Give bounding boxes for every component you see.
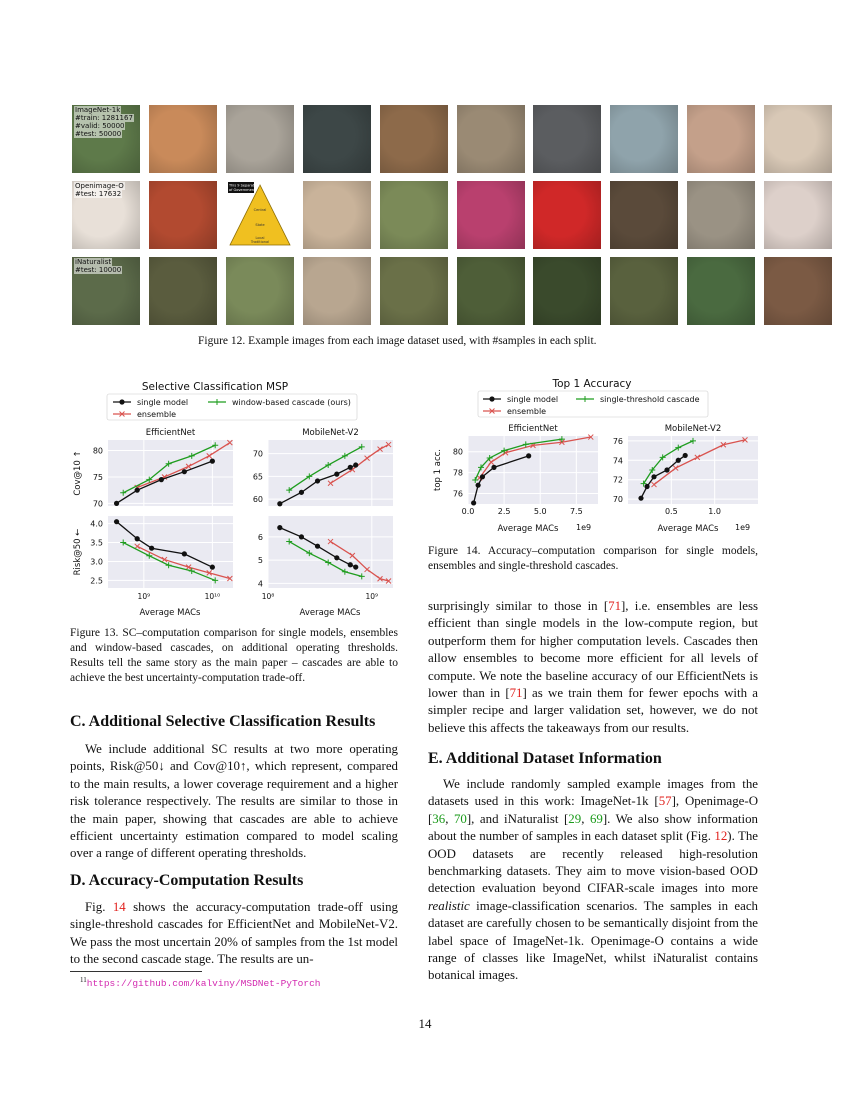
pyramid-label: Traditional	[250, 240, 269, 244]
legend-label: single model	[507, 395, 559, 404]
y-tick-label: 70	[612, 495, 623, 505]
section-d-body	[70, 899, 398, 969]
chart-title: Selective Classification MSP	[141, 381, 289, 393]
right-column-continuation	[428, 598, 758, 737]
section-d-paragraph: Fig. 14 shows the accuracy-computation trade-off using single-threshold cascades for EfficientNet and MobileNet-V2. We pass the most uncertain 20% of samples from the 1st model to the second cascade stage. The results are un-	[70, 900, 398, 967]
dataset-label	[74, 106, 134, 138]
y-tick-label: 72	[612, 475, 623, 485]
marker-dot	[149, 546, 154, 551]
marker-dot	[664, 467, 669, 472]
marker-dot	[353, 564, 358, 569]
dataset-label-line: #test: 17632	[75, 190, 122, 198]
dataset-thumbnail	[72, 181, 140, 249]
marker-dot	[135, 536, 140, 541]
figure-12-grid	[0, 0, 850, 330]
y-axis-label: Cov@10 ↑	[73, 450, 83, 496]
x-tick-label: 10¹⁰	[204, 592, 221, 601]
dataset-label	[74, 258, 122, 274]
dataset-label	[74, 182, 125, 198]
y-tick-label: 65	[252, 472, 263, 482]
pyramid-label: State	[255, 223, 265, 227]
x-tick-label: 5.0	[533, 507, 547, 516]
y-tick-label: 6	[257, 532, 263, 542]
marker-dot	[348, 465, 353, 470]
x-axis-label: Average MACs	[139, 608, 201, 618]
marker-dot	[299, 534, 304, 539]
y-tick-label: 70	[92, 499, 103, 509]
marker-dot	[471, 500, 476, 505]
dataset-label-line: Openimage-O	[75, 182, 124, 190]
panel-title: MobileNet-V2	[664, 424, 722, 434]
ref-69[interactable]: 69	[589, 811, 603, 826]
marker-dot	[277, 525, 282, 530]
y-axis-label: Risk@50 ←	[73, 528, 83, 576]
y-tick-label: 76	[612, 436, 623, 446]
figure-13-chart	[60, 374, 405, 624]
x-tick-label: 10⁹	[365, 592, 379, 601]
chart-title: Top 1 Accuracy	[552, 378, 632, 390]
marker-dot	[182, 551, 187, 556]
footnote-mark: 11	[80, 976, 87, 984]
page-number: 14	[418, 1016, 432, 1031]
sample-image	[303, 257, 371, 325]
legend-label: single model	[137, 398, 189, 407]
dataset-label-line: #valid: 50000	[75, 122, 125, 130]
sample-image	[457, 257, 525, 325]
dataset-label-line: #train: 1281167	[75, 114, 133, 122]
continuation-paragraph: surprisingly similar to those in [71], i.e. ensembles are less efficient than single models in the low-compute region, but outperform them for higher computation levels. Cascades then allow ensembles to become more efficient for all levels of compute. We note the baseline accuracy of our EfficientNets is lower than in [71] as we train them for fewer epochs with a simpler recipe and larger validation set, however, we do not believe this affects the takeaways from our results.	[428, 599, 758, 735]
pyramid-label: This 9 Separation	[228, 183, 260, 188]
y-tick-label: 80	[452, 447, 463, 457]
sample-image	[533, 105, 601, 173]
dataset-label-line: #test: 50000	[75, 130, 122, 138]
sample-image	[457, 181, 525, 249]
marker-dot	[135, 488, 140, 493]
section-e-paragraph: We include randomly sampled example images from the datasets used in this work: ImageNet-1k [57], Openimage-O [36, 70], and iNaturalist [29, 69]. We also show information about the number of samples in each dataset split (Fig. 12). The OOD datasets are recently released high-resolution benchmarking datasets. They aim to move vision-based OOD detection evaluation beyond CIFAR-scale images into more realistic image-classification scenarios. The samples in each dataset are carefully chosen to be semantically disjoint from the label space of ImageNet-1k. Openimage-O contains a wide range of classes like ImageNet, whilst iNaturalist contains botanical images.	[428, 777, 759, 983]
legend-label: ensemble	[137, 410, 177, 419]
figure-12-link[interactable]: 12	[714, 829, 728, 844]
dataset-label-line: ImageNet-1k	[75, 106, 121, 114]
y-tick-label: 80	[92, 446, 103, 456]
sample-image	[226, 105, 294, 173]
marker-dot	[334, 555, 339, 560]
marker-dot	[683, 453, 688, 458]
marker-dot	[114, 501, 119, 506]
x-exponent-label: 1e9	[735, 523, 751, 532]
x-exponent-label: 1e9	[576, 523, 592, 532]
sample-image	[687, 181, 755, 249]
y-tick-label: 75	[92, 472, 103, 482]
marker-dot	[526, 453, 531, 458]
marker-dot	[651, 474, 656, 479]
panel-title: MobileNet-V2	[302, 428, 359, 438]
section-c-body	[70, 741, 398, 863]
y-tick-label: 2.5	[90, 576, 103, 586]
marker-dot	[299, 490, 304, 495]
sample-image	[380, 257, 448, 325]
sample-image	[610, 105, 678, 173]
x-tick-label: 10⁸	[261, 592, 275, 601]
sample-image	[303, 105, 371, 173]
legend-label: ensemble	[507, 407, 547, 416]
figure-13-caption: Figure 13. SC–computation comparison for single models, ensembles and window-based cascades, on additional operating thresholds. Results tell the same story as the main paper – cascades are able to achieve the best uncertainty-computation trade-off.	[70, 627, 398, 684]
section-c-paragraph: We include additional SC results at two more operating points, Risk@50↓ and Cov@10↑, which represent, compared to the main results, a lower coverage requirement and a higher risk tolerance respectively. The results are similar to those in the main paper, showing that cascades are able to achieve efficient uncertainty estimation compared to model scaling over a range of different operating thresholds.	[70, 742, 398, 861]
y-tick-label: 76	[452, 489, 463, 499]
sample-image	[610, 257, 678, 325]
x-axis-label: Average MACs	[299, 608, 361, 618]
plot-area	[628, 436, 758, 504]
sample-image	[457, 105, 525, 173]
marker-dot	[676, 458, 681, 463]
sample-image	[149, 257, 217, 325]
ref-70[interactable]: 70	[453, 811, 467, 826]
figure-14-caption: Figure 14. Accuracy–computation comparison for single models, ensembles and single-threshold cascades.	[428, 545, 758, 572]
marker-dot	[315, 544, 320, 549]
x-tick-label: 10⁹	[137, 592, 151, 601]
sample-image	[226, 257, 294, 325]
pyramid-label: of Government	[228, 188, 256, 192]
y-axis-label: top 1 acc.	[433, 449, 443, 491]
figure-14-link[interactable]: 14	[112, 900, 126, 914]
footnote-link[interactable]: https://github.com/kalviny/MSDNet-PyTorch	[86, 978, 321, 990]
marker-dot	[210, 459, 215, 464]
ref-71[interactable]: 71	[509, 686, 523, 701]
dataset-thumbnail	[72, 257, 140, 325]
dataset-label-line: #test: 10000	[75, 266, 122, 274]
sample-image	[687, 105, 755, 173]
footnote-rule	[70, 971, 202, 972]
sample-image	[303, 181, 371, 249]
figure-14-chart	[430, 374, 770, 539]
dataset-label-line: iNaturalist	[75, 258, 112, 266]
sample-image	[149, 105, 217, 173]
y-tick-label: 4	[257, 579, 263, 589]
y-tick-label: 78	[452, 468, 463, 478]
marker-dot	[480, 474, 485, 479]
marker-dot	[353, 462, 358, 467]
x-tick-label: 1.0	[708, 507, 722, 516]
marker-dot	[159, 477, 164, 482]
legend-label: window-based cascade (ours)	[232, 398, 351, 407]
marker-dot	[489, 396, 494, 401]
sample-image	[533, 257, 601, 325]
pyramid-label: Central	[253, 208, 267, 212]
panel-title: EfficientNet	[145, 428, 196, 438]
x-tick-label: 0.5	[664, 507, 678, 516]
y-tick-label: 4.0	[90, 519, 103, 529]
marker-dot	[334, 472, 339, 477]
marker-dot	[491, 465, 496, 470]
marker-dot	[644, 484, 649, 489]
sample-image	[380, 105, 448, 173]
y-tick-label: 74	[612, 456, 623, 466]
footnote	[80, 976, 321, 989]
y-tick-label: 3.0	[90, 557, 103, 567]
sample-image	[764, 257, 832, 325]
x-tick-label: 2.5	[497, 507, 511, 516]
y-tick-label: 5	[257, 556, 263, 566]
marker-dot	[315, 478, 320, 483]
plot-area	[268, 516, 393, 588]
marker-dot	[638, 496, 643, 501]
sample-image	[610, 181, 678, 249]
ref-71[interactable]: 71	[608, 599, 622, 613]
x-tick-label: 7.5	[569, 507, 583, 516]
plot-area	[268, 440, 393, 506]
section-d-heading: D. Accuracy-Computation Results	[70, 872, 304, 889]
x-tick-label: 0.0	[461, 507, 475, 516]
dataset-thumbnail	[72, 105, 140, 173]
sample-image	[149, 181, 217, 249]
x-axis-label: Average MACs	[657, 524, 719, 534]
sample-image	[764, 181, 832, 249]
marker-dot	[277, 501, 282, 506]
pyramid-label: Local	[255, 236, 265, 240]
section-e-heading: E. Additional Dataset Information	[428, 750, 662, 767]
sample-image	[533, 181, 601, 249]
marker-dot	[210, 565, 215, 570]
section-c-heading: C. Additional Selective Classification Results	[70, 713, 376, 730]
ref-57[interactable]: 57	[658, 794, 672, 809]
sample-image	[380, 181, 448, 249]
sample-image	[764, 105, 832, 173]
y-tick-label: 70	[252, 449, 263, 459]
marker-dot	[182, 469, 187, 474]
section-e-body	[428, 776, 758, 985]
x-axis-label: Average MACs	[497, 524, 559, 534]
y-tick-label: 3.5	[90, 538, 103, 548]
figure-12-caption: Figure 12. Example images from each image dataset used, with #samples in each split.	[198, 335, 597, 347]
marker-dot	[348, 562, 353, 567]
pyramid-diagram	[226, 181, 294, 249]
y-tick-label: 60	[252, 495, 263, 505]
legend-label: single-threshold cascade	[600, 395, 700, 404]
marker-dot	[114, 519, 119, 524]
sample-image	[687, 257, 755, 325]
ref-36[interactable]: 36	[432, 811, 446, 826]
marker-dot	[476, 483, 481, 488]
marker-dot	[119, 399, 124, 404]
panel-title: EfficientNet	[508, 424, 558, 434]
ref-29[interactable]: 29	[568, 811, 582, 826]
sample-image	[226, 181, 294, 249]
